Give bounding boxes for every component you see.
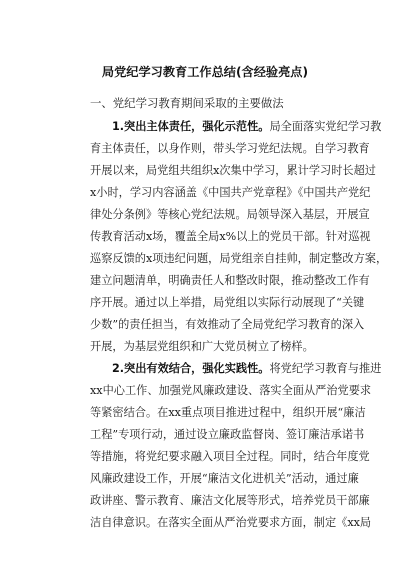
document-title: 局党纪学习教育工作总结(含经验亮点) [101, 65, 309, 79]
paragraph-line: 风廉政建设工作，开展“廉洁文化进机关”活动，通过廉 [90, 472, 359, 485]
paragraph-line: 等紧密结合。在xx重点项目推进过程中，组织开展“廉洁 [90, 406, 366, 419]
paragraph-line: 序开展。通过以上举措，局党组以实际行动展现了“关键 [90, 296, 365, 309]
section-heading: 一、党纪学习教育期间采取的主要做法 [90, 96, 284, 110]
point1-first-line [112, 119, 382, 135]
paragraph-line: 开展以来，局党组共组织x次集中学习，累计学习时长超过 [90, 164, 376, 177]
paragraph-line: x小时，学习内容涵盖《中国共产党章程》《中国共产党纪 [90, 186, 371, 199]
paragraph-line: 传教育活动x场，覆盖全局x%以上的党员干部。针对巡视 [90, 230, 371, 243]
point1-heading: 1.突出主体责任，强化示范性。 [112, 120, 270, 133]
paragraph-line: xx中心工作、加强党风廉政建设、落实全面从严治党要求 [90, 384, 372, 397]
paragraph-line: 开展，为基层党组织和广大党员树立了榜样。 [90, 340, 314, 353]
paragraph-line: 政讲座、警示教育、廉洁文化展等形式，培养党员干部廉 [90, 494, 370, 507]
paragraph-line: 等措施，将党纪要求融入项目全过程。同时，结合年度党 [90, 450, 370, 463]
paragraph-line: 工程”专项行动，通过设立廉政监督岗、签订廉洁承诺书 [90, 428, 365, 441]
paragraph-line: 建立问题清单，明确责任人和整改时限，推动整改工作有 [90, 274, 370, 287]
paragraph-line: 少数”的责任担当，有效推动了全局党纪学习教育的深入 [90, 318, 365, 331]
paragraph-line: 育主体责任，以身作则，带头学习党纪法规。自学习教育 [90, 142, 370, 155]
paragraph-line: 律处分条例》等核心党纪法规。局领导深入基层，开展宣 [90, 208, 370, 221]
paragraph-line: 洁自律意识。在落实全面从严治党要求方面，制定《xx局 [90, 516, 372, 529]
point2-first-line [112, 361, 382, 377]
paragraph-line: 巡察反馈的x项违纪问题，局党组亲自挂帅，制定整改方案， [90, 252, 388, 265]
paragraph-line: 局全面落实党纪学习教 [269, 120, 382, 133]
point2-heading: 2.突出有效结合，强化实践性。 [112, 362, 270, 375]
paragraph-line: 将党纪学习教育与推进 [269, 362, 382, 375]
